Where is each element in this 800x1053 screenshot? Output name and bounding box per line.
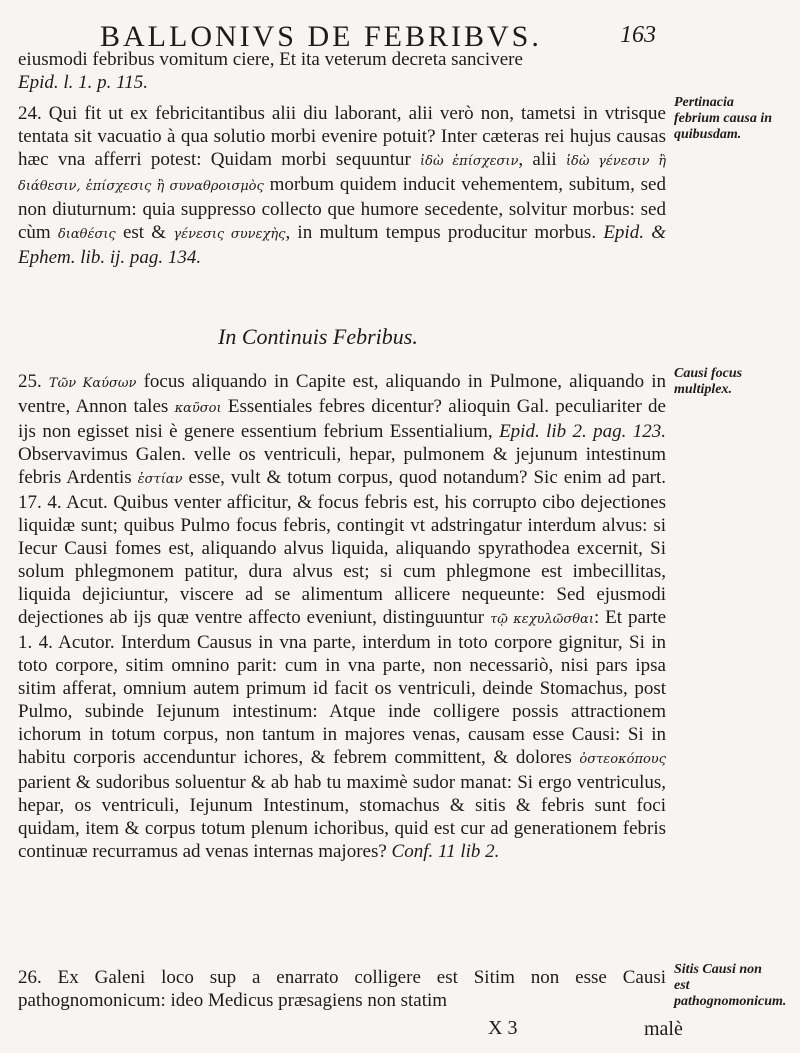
running-title: BALLONIVS DE FEBRIBVS. — [100, 20, 542, 53]
paragraph-26: 26. Ex Galeni loco sup a enarrato colligere est Sitim non esse Causi pathognomonicum: ideo Medicus præsagiens non statim — [18, 967, 666, 1011]
signature-mark: X 3 — [488, 1017, 518, 1039]
paragraph-25: 25. Τῶν Καύσων focus aliquando in Capite est, aliquando in Pulmone, aliquando in ventre, Annon tales καῦσοι Essentiales febres dicentur? alioquin Gal. peculiariter de ijs non egisset nisi è genere essentium febrium Essentialium, Epid. lib 2. pag. 123. Observavimus Galen. velle os ventriculi, hepar, pulmonem & jejunum intestinum febris Ardentis ἑστίαν esse, vult & totum corpus, quod notandum? Sic enim ad part. 17. 4. Acut. Quibus venter afficitur, & focus febris est, his corrupto cibo dejectiones liquidæ sunt; quibus Pulmo focus febris, contingit vt adstringatur interdum alvus: si Iecur Causi fomes est, aliquando alvus liquida, aliquando spyrathodea excernit, Si solum phlegmonem patitur, dura alvus est; si cum phlegmone est imbecillitas, liquida dejiciuntur, viscere ad se alimentum allicere nequeunte: Sed ejusmodi dejectiones ab ijs quæ ventre affecto eveniunt, distinguuntur τῷ κεχυλῶσθαι: Et parte 1. 4. Acutor. Interdum Causus in vna parte, interdum in toto corpore gignitur, Si in toto corpore, sitim omnino parit: cum in vna parte, non necessariò, nisi pars ipsa sitim afferat, omnium autem primum id facit os ventriculi, deinde Stomachus, post Pulmo, subinde Iejunum intestinum: Atque inde colligere possis attractionem ichorum in totum corpus, non tantum in majores venas, causam esse Causi: Si in habitu corporis accenduntur ichores, & febrem committent, & dolores ὀστεοκόπους parient & sudoribus soluentur & ab hab tu maximè sudor manat: Si ergo ventriculus, hepar, os ventriculi, Iejunum Intestinum, stomachus & sitis & febris sunt foci quidam, item & corpus totum plenum ichoribus, quid est cur ad generationem febris continuæ recurramus ad venas internas majores? Conf. 11 lib 2. — [18, 371, 667, 862]
section-heading: In Continuis Febribus. — [218, 324, 418, 349]
paragraph-continuation: eiusmodi febribus vomitum ciere, Et ita veterum decreta sancivere Epid. l. 1. p. 115. — [18, 49, 523, 93]
margin-note-pertinacia: Pertinacia febrium causa in quibusdam. — [674, 95, 773, 142]
margin-note-sitis: Sitis Causi non est pathognomonicum. — [674, 962, 787, 1009]
margin-note-causi-focus: Causi focus multiplex. — [674, 366, 743, 397]
paragraph-24: 24. Qui fit ut ex febricitantibus alii diu laborant, alii verò non, tametsi in vtrisque tentata sit vacuatio à qua solutio morbi evenire potuit? Inter cæteras rei hujus causas hæc vna afferri potest: Quidam morbi sequuntur ἰδὼ ἐπίσχεσιν, alii ἰδὼ γένεσιν ἢ διάθεσιν, ἐπίσχεσις ἢ συναθροισμὸς morbum quidem inducit vehementem, subitum, sed non diuturnum: quia suppresso collecto que humore secedente, solvitur morbus: sed cùm διαθέσις est & γένεσις συνεχὴς, in multum tempus producitur morbus. Epid. & Ephem. lib. ij. pag. 134. — [18, 103, 666, 268]
page-number: 163 — [620, 22, 656, 48]
catchword: malè — [644, 1018, 683, 1040]
